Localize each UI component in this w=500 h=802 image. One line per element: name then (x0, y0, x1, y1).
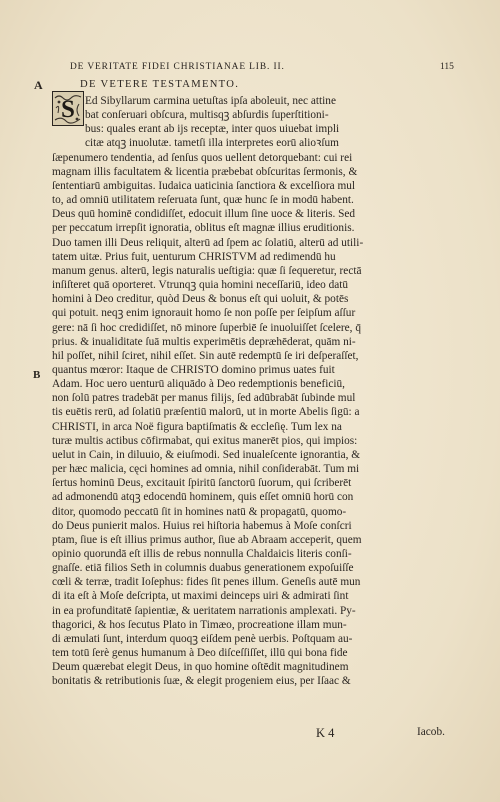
text-line: bonitatis & retributionis ſuæ, & elegit progeniem eius, per Iſaac & (52, 675, 351, 688)
text-line: bus: quales erant ab ijs receptæ, inter quos uiuebat impli (85, 123, 340, 136)
text-line: CHRISTI, in arca Noë figura baptiſmatis & eccleſię. Tum lex na (52, 420, 342, 433)
text-line: Deum quærebat elegit Deus, in quo homine oſtēdit magnitudinem (52, 661, 349, 674)
text-line: opinio quorundā eſt illis de rebus nonnulla Chaldaicis literis conſi- (52, 548, 352, 560)
section-heading: DE VETERE TESTAMENTO. (80, 79, 240, 90)
text-line: gere: nā ſi hoc credidiſſet, nō minore ſuperbiē ſe inuoluiſſet ſcelere, q̄ (52, 321, 361, 334)
text-line: bat conſeruari obſcura, multisqꝫ abſurdis ſuperſtitioni- (85, 109, 329, 122)
text-line: quantus mœror: Itaque de CHRISTO domino primus uates fuit (52, 363, 335, 376)
text-line: manum genus. alterū, legis naturalis ueſtigia: quæ ſi ſequeretur, rectā (52, 264, 362, 277)
text-line: cœli & terræ, tradit Ioſephus: fides ſit penes illum. Geneſis autē mun (52, 576, 361, 589)
catchword: Iacob. (417, 726, 445, 738)
text-line: to, ad omniū utilitatem reſeruata ſunt, quæ hunc ſe in modū habent. (52, 194, 354, 207)
text-line: turæ multis actibus cōfirmabat, qui exitus manerēt pios, qui impios: (52, 434, 358, 447)
text-line: citæ atqꝫ inuolutæ. tametſi illa interpretes eorū alioꝛſum (85, 137, 339, 150)
initial-letter: S (61, 96, 75, 123)
text-line: in ea profunditatē ſapientiæ, & ueritatem narrationis amplexati. Py- (52, 604, 356, 617)
margin-letter-a: A (34, 78, 43, 92)
text-line: tatem uitæ. Prius fuit, uenturum CHRISTVM ad redimendū hu (52, 250, 336, 263)
text-line: ſertus hominū Deus, excitauit ſpiritū ſanctorū ſuorum, qui ſcriberēt (52, 477, 352, 490)
text-line: ditor, quomodo peccatū ſit in homines natū & propagatū, quomo- (52, 505, 347, 518)
margin-letter-b: B (33, 369, 41, 381)
text-line: do Deus punierit malos. Huius rei hiſtoria habemus à Moſe conſcri (52, 519, 352, 532)
text-line: thagorici, & hos ſecutus Plato in Timæo, procreatione illam mun- (52, 618, 347, 631)
text-line: gnaſſe. etiā filios Seth in columnis duabus generationem expoſuiſſe (52, 562, 354, 575)
signature-mark: K 4 (316, 726, 335, 740)
text-line: Ed Sibyllarum carmina uetuſtas ipſa aboleuit, nec attine (85, 95, 336, 107)
text-line: tem totū ſerè genus humanum à Deo diſceſſiſſet, illū qui bona fide (52, 647, 348, 660)
text-line: di æmulati ſunt, interdum quoqꝫ eiſdem penè uerbis. Poſtquam au- (52, 632, 353, 645)
text-line: prius. & inualiditate ſuā multis experimētis depræhēderat, quām ni- (52, 335, 356, 348)
text-line: inſiſteret quā oporteret. Vtrunqꝫ quia homini neceſſariū, ideo datū (52, 279, 349, 292)
text-line: ad admonendū atqꝫ edocendū hominem, quis eſſet omniū horū con (52, 491, 354, 504)
text-line: magnam illis facultatem & licentia præbebat obſcuritas ſermonis, & (52, 165, 358, 178)
text-line: homini à Deo creditur, quòd Deus & bonus eſt qui uoluit, & potēs (52, 293, 349, 306)
body-text (52, 94, 452, 689)
text-line: non ſolū patres tradebāt per manus filijs, ſed adūbrabāt ſubinde mul (52, 392, 356, 405)
folio-number: 115 (440, 62, 454, 72)
text-line: di ita eſt à Moſe deſcripta, ut maximi deinceps uiri & admirati ſint (52, 590, 349, 603)
text-line: ſententiarū ambiguitas. Iudaica uaticinia ſanctiora & excelſiora mul (52, 179, 356, 192)
text-line: qui potuit. neqꝫ enim ignorauit homo ſe non poſſe per ſeipſum aſſur (52, 307, 356, 320)
text-line: per hæc malicia, cęci homines ad omnia, nihil conſiderabāt. Tum mi (52, 463, 360, 476)
running-head: DE VERITATE FIDEI CHRISTIANAE LIB. II. (70, 62, 285, 72)
text-line: hil poſſet, nihil ſciret, nihil eſſet. Sin autē redemptū ſe iri deſperaſſet, (52, 349, 359, 362)
text-line: per peccatum irrepſit ignoratia, oblitus eſt magnæ illius eruditionis. (52, 222, 355, 235)
text-line: tis euētis rerū, ad ſolatiū præſentiū malorū, ut in morte Abelis ſigū: a (52, 406, 360, 419)
text-line: Adam. Hoc uero uenturū aliquādo à Deo redemptionis beneficiū, (52, 378, 345, 391)
text-line: Duo tamen illi Deus reliquit, alterū ad ſpem ac ſolatiū, alterū ad utili- (52, 236, 364, 249)
text-line: Deus quū hominē condidiſſet, edocuit illum ſine uoce & literis. Sed (52, 208, 356, 221)
text-line: ſæpenumero tendentia, ad ſenſus quos uellent detorquebant: cui rei (52, 151, 353, 164)
text-line: uelut in Cain, in diluuio, & eiuſmodi. Sed inualeſcente ignorantia, & (52, 448, 361, 461)
text-line: ptam, ſiue is eſt illius primus author, ſiue ab Abraam acceperit, quem (52, 533, 362, 546)
